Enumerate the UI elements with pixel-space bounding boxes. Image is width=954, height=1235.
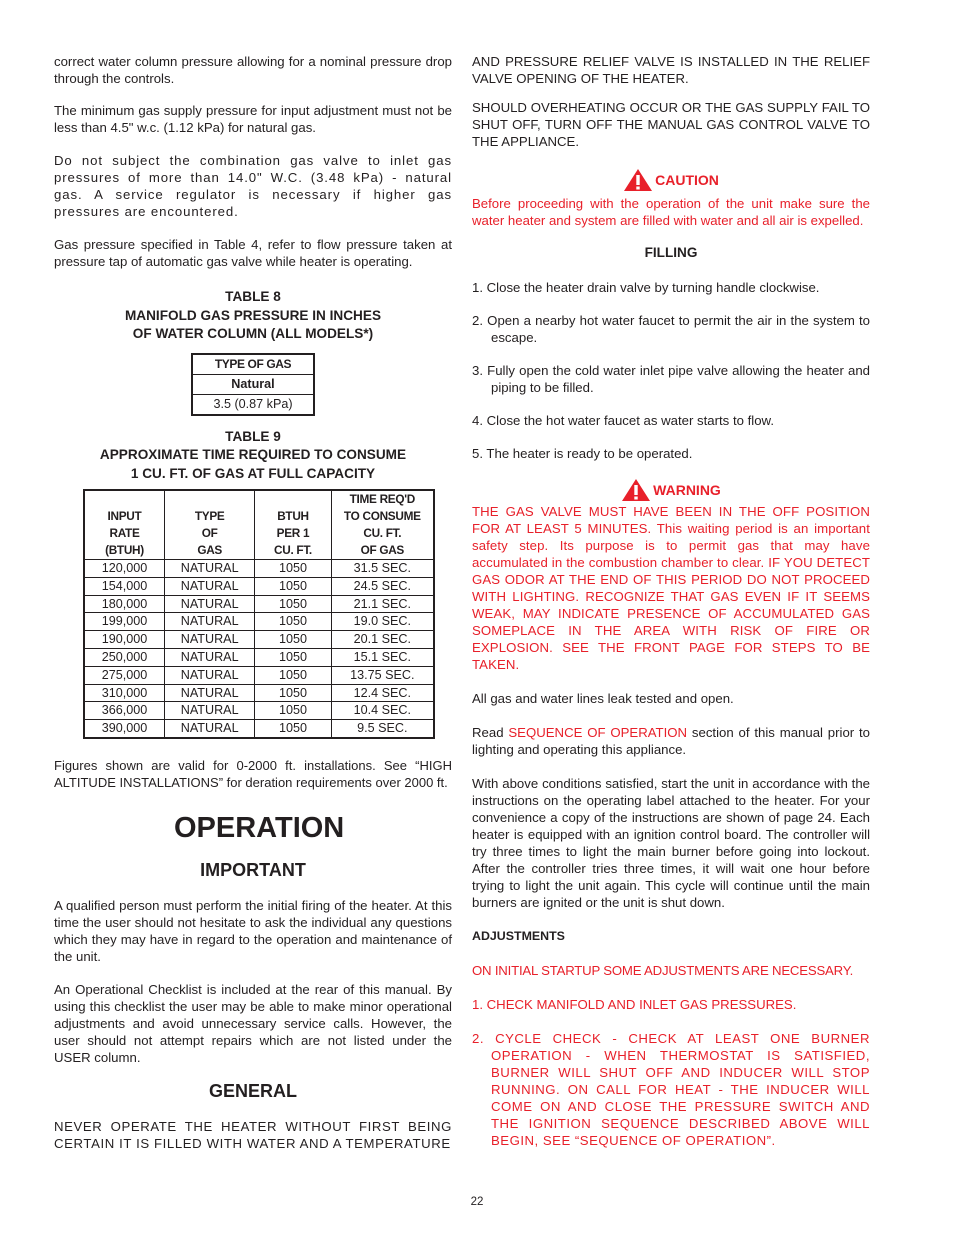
list-item: 4. Close the hot water faucet as water starts to flow. [472,413,774,428]
table-cell: 1050 [255,684,331,702]
table9-column-header: INPUT RATE (BTUH) [84,490,165,560]
adjustments-heading: ADJUSTMENTS [472,929,565,943]
table-cell: 180,000 [84,595,165,613]
table-row [84,577,434,595]
warning-triangle-icon [621,478,651,502]
filling-steps [472,279,870,462]
paragraph: correct water column pressure allowing for a nominal pressure drop through the controls. [54,54,452,86]
table-cell: 1050 [255,613,331,631]
table-cell: NATURAL [165,595,255,613]
table-cell: 390,000 [84,720,165,738]
right-column [472,53,870,1149]
paragraph: Figures shown are valid for 0-2000 ft. installations. See “HIGH ALTITUDE INSTALLATIONS” for deration requirements over 2000 ft. [54,757,452,790]
paragraph: The minimum gas supply pressure for input adjustment must not be less than 4.5" w.c. (1.12 kPa) for natural gas. [54,103,452,135]
table-cell: 31.5 SEC. [331,560,434,578]
table-cell: NATURAL [165,613,255,631]
table-row [84,560,434,578]
table9-column-header: TYPE OF GAS [165,490,255,560]
adjustment-steps [472,996,870,1149]
paragraph: With above conditions satisfied, start the unit in accordance with the instructions on the operating label attached to the heater. For your convenience a copy of the instructions are shown of page 24. Each heater is equipped with an ignition control board. The controller will try three times to light the main burner before going into lockout. After the controller tries three times, it will wait one hour before trying to light the unit again. This cycle will continue until the main burners are ignited or the unit is shut down. [472,776,870,910]
paragraph: NEVER OPERATE THE HEATER WITHOUT FIRST BEING CERTAIN IT IS FILLED WITH WATER AND A TEMPERATURE [54,1118,452,1151]
table-cell: 190,000 [84,631,165,649]
table-cell: 1050 [255,631,331,649]
paragraph: All gas and water lines leak tested and open. [472,691,734,706]
table-cell: 19.0 SEC. [331,613,434,631]
table-row [84,702,434,720]
table-8 [191,353,315,416]
table-cell: 10.4 SEC. [331,702,434,720]
table-cell: 366,000 [84,702,165,720]
table9-column-header: BTUH PER 1 CU. FT. [255,490,331,560]
paragraph: A qualified person must perform the initial firing of the heater. At this time the user should not hesitate to ask the individual any questions which they may have in regard to the operation and maintenance of the unit. [54,897,452,964]
table-cell: 9.5 SEC. [331,720,434,738]
warning-triangle-icon [623,168,653,192]
table-cell: 1050 [255,648,331,666]
table-cell: 24.5 SEC. [331,577,434,595]
filling-heading: FILLING [644,245,698,260]
table-cell: NATURAL [165,631,255,649]
warning-text: THE GAS VALVE MUST HAVE BEEN IN THE OFF POSITION FOR AT LEAST 5 MINUTES. This waiting period is an important safety step. Its purpose is to permit gas that may have accumulated in the combustion chamber to clear. IF YOU DETECT GAS ODOR AT THE END OF THIS PERIOD DO NOT PROCEED WITH LIGHTING. RECOGNIZE THAT GAS EVEN IF IT SEEMS WEAK, MAY INDICATE PRESENCE OF ACCUMULATED GAS SOMEPLACE IN THE AREA WITH RISK OF FIRE OR EXPLOSION. SEE THE FRONT PAGE FOR STEPS TO BE TAKEN. [472,504,870,672]
table-cell: 1050 [255,666,331,684]
left-column [54,53,452,1152]
table-cell: 310,000 [84,684,165,702]
caution-text: Before proceeding with the operation of the unit make sure the water heater and system are filled with water and all air is expelled. [472,196,870,228]
list-item: 2. CYCLE CHECK - CHECK AT LEAST ONE BURNER OPERATION - WHEN THERMOSTAT IS SATISFIED, BURNER WILL SHUT OFF AND INDUCER WILL STOP RUNNING. ON CALL FOR HEAT - THE INDUCER WILL COME ON AND CLOSE THE PRESSURE SWITCH AND THE IGNITION SEQUENCE DESCRIBED ABOVE WILL BEGIN, SEE “SEQUENCE OF OPERATION”. [472,1031,870,1148]
table8-gas: Natural [192,374,314,394]
paragraph: AND PRESSURE RELIEF VALVE IS INSTALLED IN THE RELIEF VALVE OPENING OF THE HEATER. [472,54,870,86]
table9-column-header: TIME REQ'D TO CONSUME CU. FT. OF GAS [331,490,434,560]
table-cell: NATURAL [165,560,255,578]
table-cell: NATURAL [165,648,255,666]
table8-title: TABLE 8 MANIFOLD GAS PRESSURE IN INCHES OF WATER COLUMN (ALL MODELS*) [124,289,382,341]
paragraph: Do not subject the combination gas valve to inlet gas pressures of more than 14.0" W.C. (3.48 kPa) - natural gas. A service regulator is necessary if higher gas pressures are encountered. [54,153,452,219]
table-cell: 1050 [255,560,331,578]
table9-title: TABLE 9 APPROXIMATE TIME REQUIRED TO CONSUME 1 CU. FT. OF GAS AT FULL CAPACITY [99,428,407,481]
table-row [84,720,434,738]
table-cell: 1050 [255,595,331,613]
table-cell: NATURAL [165,684,255,702]
table-cell: 20.1 SEC. [331,631,434,649]
table-row [84,595,434,613]
table-cell: 13.75 SEC. [331,666,434,684]
table-row [84,631,434,649]
table8-header: TYPE OF GAS [192,354,314,375]
table-cell: 1050 [255,577,331,595]
paragraph: An Operational Checklist is included at the rear of this manual. By using this checklist the user may be able to make minor operational adjustments and avoid unnecessary service calls. However, the user should not attempt repairs which are not listed under the USER column. [54,981,452,1065]
table-row [84,648,434,666]
table-row [84,684,434,702]
warning-title: WARNING [472,478,870,502]
paragraph: Gas pressure specified in Table 4, refer to flow pressure taken at pressure tap of automatic gas valve while heater is operating. [54,237,452,269]
paragraph: SHOULD OVERHEATING OCCUR OR THE GAS SUPPLY FAIL TO SHUT OFF, TURN OFF THE MANUAL GAS CONTROL VALVE TO THE APPLIANCE. [472,100,870,149]
table-cell: NATURAL [165,702,255,720]
paragraph: Read SEQUENCE OF OPERATION section of this manual prior to lighting and operating this appliance. [472,725,871,757]
table-cell: 15.1 SEC. [331,648,434,666]
table-cell: 154,000 [84,577,165,595]
list-item: 2. Open a nearby hot water faucet to permit the air in the system to escape. [472,313,870,345]
table-cell: 250,000 [84,648,165,666]
table-row [84,613,434,631]
sequence-of-operation-link: SEQUENCE OF OPERATION [508,725,688,740]
table-cell: 275,000 [84,666,165,684]
list-item: 1. CHECK MANIFOLD AND INLET GAS PRESSURES. [472,997,797,1012]
table-row [84,666,434,684]
table-cell: 120,000 [84,560,165,578]
general-heading: GENERAL [208,1080,297,1101]
table-cell: 1050 [255,720,331,738]
important-heading: IMPORTANT [200,859,306,880]
table-cell: 1050 [255,702,331,720]
caution-title: CAUTION [472,168,870,192]
table8-value: 3.5 (0.87 kPa) [192,394,314,415]
list-item: 1. Close the heater drain valve by turning handle clockwise. [472,280,820,295]
table-cell: NATURAL [165,666,255,684]
adjustments-intro: ON INITIAL STARTUP SOME ADJUSTMENTS ARE NECESSARY. [472,963,854,978]
table-cell: 21.1 SEC. [331,595,434,613]
list-item: 3. Fully open the cold water inlet pipe valve allowing the heater and piping to be filled. [472,363,870,395]
table-cell: NATURAL [165,577,255,595]
table-9 [83,489,435,739]
list-item: 5. The heater is ready to be operated. [472,446,693,461]
page-number: 22 [470,1196,484,1208]
table-cell: 199,000 [84,613,165,631]
operation-heading: OPERATION [174,811,345,844]
table-cell: 12.4 SEC. [331,684,434,702]
table-cell: NATURAL [165,720,255,738]
